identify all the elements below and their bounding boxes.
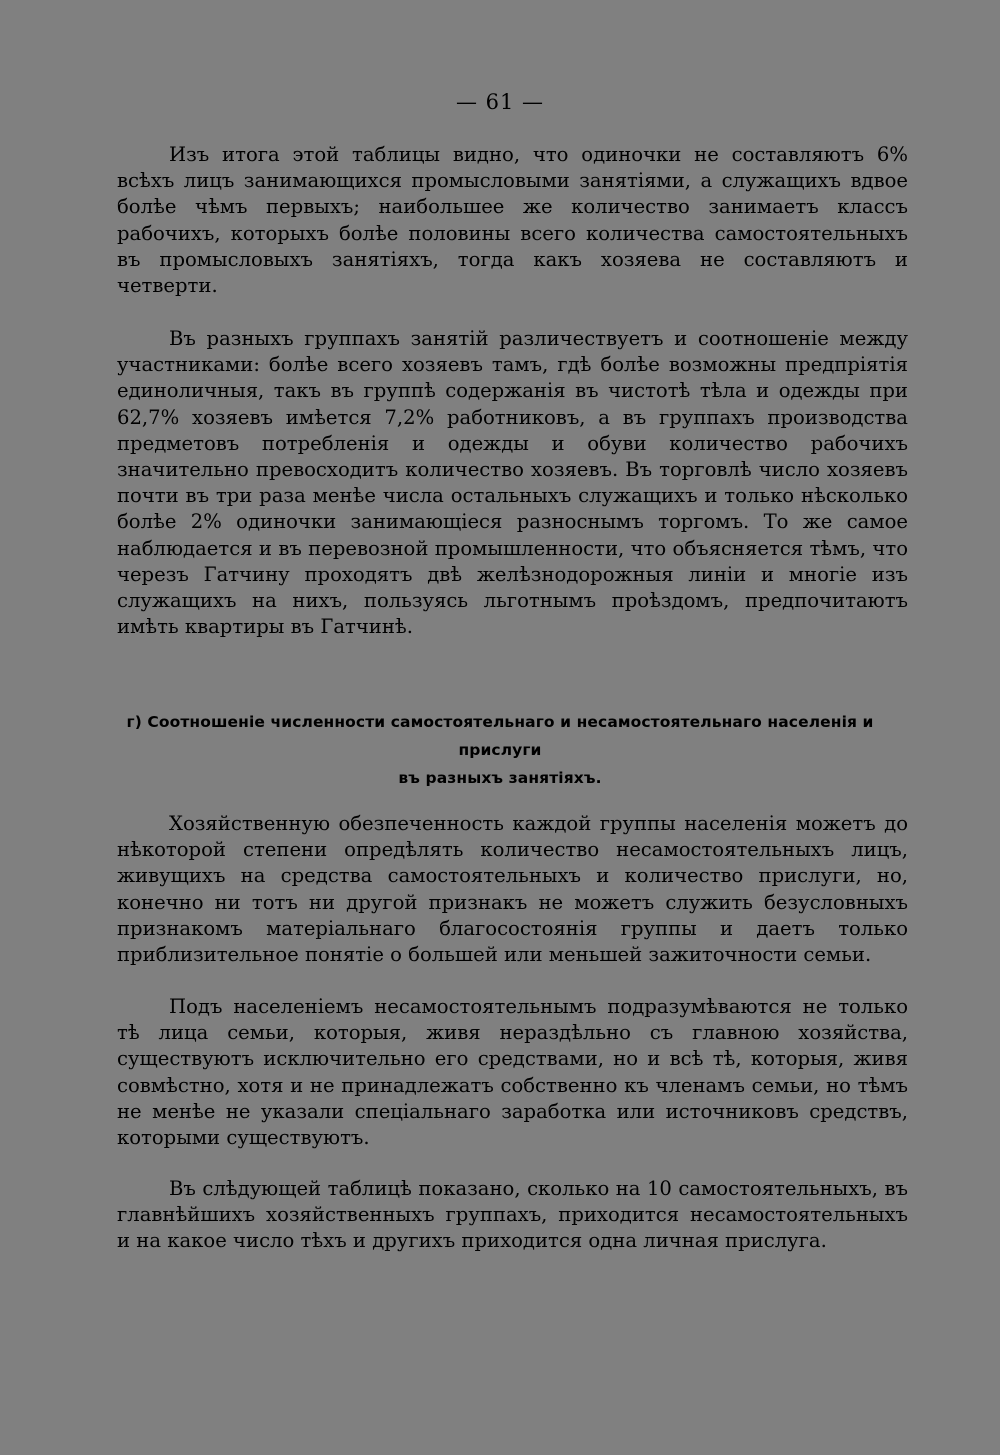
text-block-intro — [117, 142, 908, 299]
section-heading-line-1: г) Соотношеніе численности самостоятельнаго и несамостоятельнаго населенія и прислуги — [126, 713, 874, 759]
paragraph-dependent-definition: Подъ населеніемъ несамостоятельнымъ подразумѣваются не только тѣ лица семьи, которыя, живя нераздѣльно съ главною хозяйства, существуютъ исключительно его средствами, но и всѣ тѣ, которыя, живя совмѣстно, хотя и не принадлежатъ собственно къ членамъ семьи, но тѣмъ не менѣе не указали спеціальнаго заработка или источниковъ средствъ, которыми существуютъ. — [117, 995, 908, 1150]
paragraph-economic-provision: Хозяйственную обезпеченность каждой группы населенія можетъ до нѣкоторой степени опредѣлять количество несамостоятельныхъ лицъ, живущихъ на средства самостоятельныхъ и количество прислуги, но, конечно ни тотъ ни другой признакъ не можетъ служить безусловныхъ признакомъ матеріальнаго благосостоянія группы и даетъ только приблизительное понятіе о большей или меньшей зажиточности семьи. — [117, 812, 908, 967]
text-block-groups — [117, 326, 908, 640]
paragraph-group-ratios: Въ разныхъ группахъ занятій различествуетъ и соотношеніе между участниками: болѣе всего хозяевъ тамъ, гдѣ болѣе возможны предпріятія единоличныя, такъ въ группѣ содержанія въ чистотѣ тѣла и одежды при 62,7% хозяевъ имѣется 7,2% работниковъ, а въ группахъ производства предметовъ потребленія и одежды и обуви количество рабочихъ значительно превосходитъ количество хозяевъ. Въ торговлѣ число хозяевъ почти въ три раза менѣе числа остальныхъ служащихъ и только нѣсколько болѣе 2% одиночки занимающіеся разноснымъ торгомъ. То же самое наблюдается и въ перевозной промышленности, что объясняется тѣмъ, что черезъ Гатчину проходятъ двѣ желѣзнодорожныя линіи и многіе изъ служащихъ на нихъ, пользуясь льготнымъ проѣздомъ, предпочитаютъ имѣть квартиры въ Гатчинѣ. — [117, 327, 908, 639]
section-heading-line-2: въ разныхъ занятіяхъ. — [398, 769, 602, 787]
paragraph-table-summary: Изъ итога этой таблицы видно, что одиночки не составляютъ 6% всѣхъ лицъ занимающихся промысловыми занятіями, а служащихъ вдвое болѣе чѣмъ первыхъ; наибольшее же количество занимаетъ классъ рабочихъ, которыхъ болѣе половины всего количества самостоятельныхъ въ промысловыхъ занятіяхъ, тогда какъ хозяева не составляютъ и четверти. — [117, 143, 908, 298]
page-number: — 61 — — [455, 90, 545, 114]
section-heading — [100, 708, 900, 792]
text-block-provision — [117, 811, 908, 968]
text-block-next-table — [117, 1176, 908, 1255]
text-block-dependents — [117, 994, 908, 1151]
paragraph-next-table-intro: Въ слѣдующей таблицѣ показано, сколько на 10 самостоятельныхъ, въ главнѣйшихъ хозяйственныхъ группахъ, приходится несамостоятельныхъ и на какое число тѣхъ и другихъ приходится одна личная прислуга. — [117, 1177, 908, 1253]
